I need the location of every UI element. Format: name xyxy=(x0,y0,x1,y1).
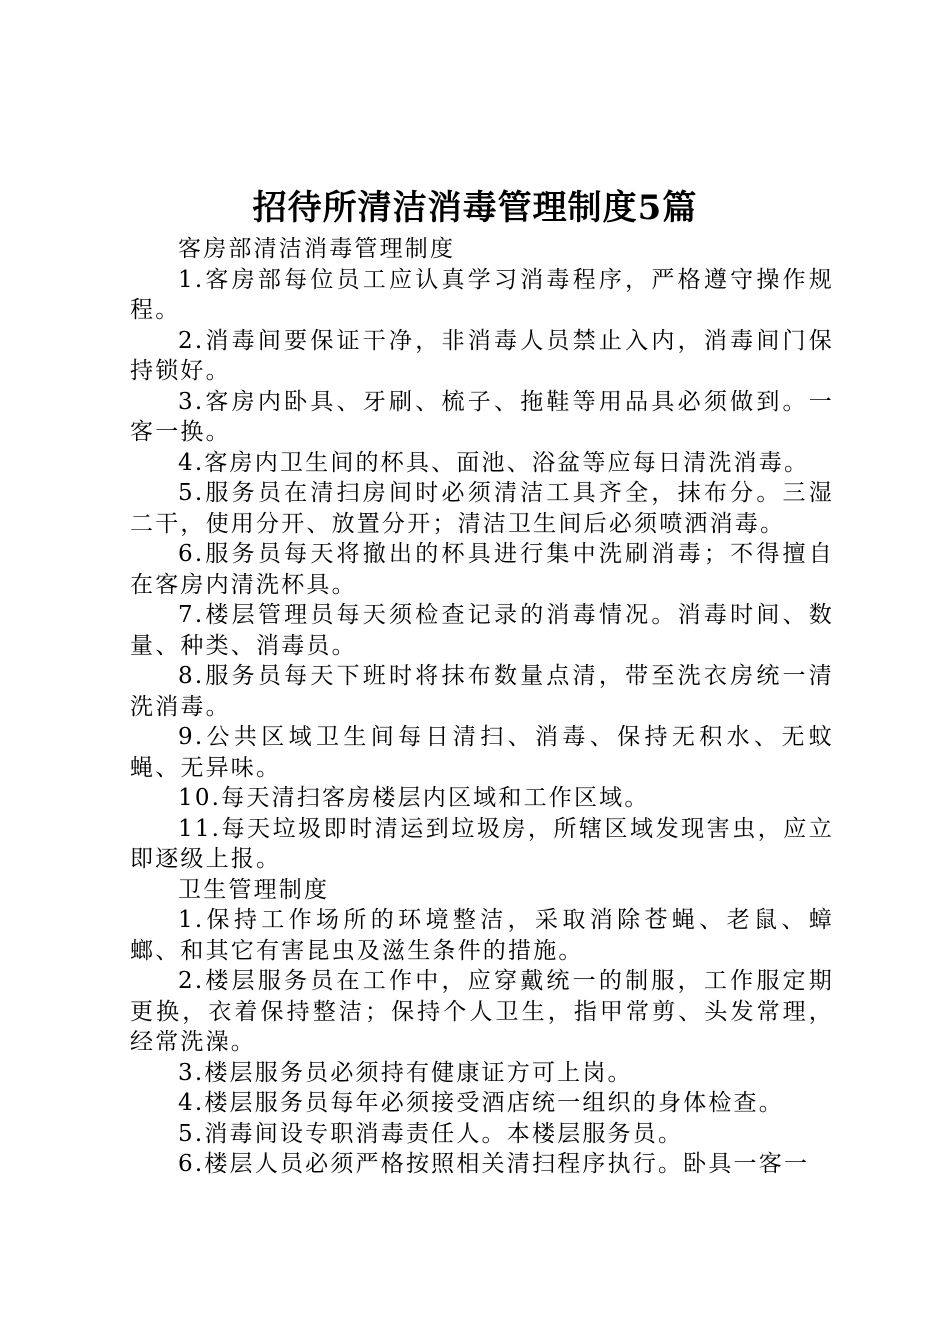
paragraph: 4.客房内卫生间的杯具、面池、浴盆等应每日清洗消毒。 xyxy=(178,449,810,476)
paragraph: 3.客房内卧具、牙刷、梳子、拖鞋等用品具必须做到。一客一换。 xyxy=(130,388,834,445)
paragraph: 10.每天清扫客房楼层内区域和工作区域。 xyxy=(178,785,650,811)
paragraph: 客房部清洁消毒管理制度 xyxy=(178,236,456,262)
paragraph: 7.楼层管理员每天须检查记录的消毒情况。消毒时间、数量、种类、消毒员。 xyxy=(130,602,834,659)
paragraph: 3.楼层服务员必须持有健康证方可上岗。 xyxy=(178,1059,633,1086)
paragraph: 9.公共区域卫生间每日清扫、消毒、保持无积水、无蚊蝇、无异味。 xyxy=(130,724,834,781)
paragraph: 6.楼层人员必须严格按照相关清扫程序执行。卧具一客一 xyxy=(178,1151,810,1177)
paragraph: 6.服务员每天将撤出的杯具进行集中洗刷消毒；不得擅自在客房内清洗杯具。 xyxy=(130,541,834,598)
document-body xyxy=(130,234,834,1180)
paragraph: 5.消毒间设专职消毒责任人。本楼层服务员。 xyxy=(178,1120,684,1147)
paragraph: 8.服务员每天下班时将抹布数量点清，带至洗衣房统一清洗消毒。 xyxy=(130,663,834,720)
paragraph: 2.消毒间要保证干净，非消毒人员禁止入内，消毒间门保持锁好。 xyxy=(130,327,834,384)
paragraph: 4.楼层服务员每年必须接受酒店统一组织的身体检查。 xyxy=(178,1090,784,1116)
paragraph: 11.每天垃圾即时清运到垃圾房，所辖区域发现害虫，应立即逐级上报。 xyxy=(130,815,834,872)
paragraph: 5.服务员在清扫房间时必须清洁工具齐全，抹布分。三湿二干，使用分开、放置分开；清洁卫生间后必须喷洒消毒。 xyxy=(130,480,834,537)
document-title: 招待所清洁消毒管理制度5篇 xyxy=(252,188,698,228)
paragraph: 2.楼层服务员在工作中，应穿戴统一的制服，工作服定期更换，衣着保持整洁；保持个人卫生，指甲常剪、头发常理，经常洗澡。 xyxy=(130,968,834,1055)
paragraph: 1.客房部每位员工应认真学习消毒程序，严格遵守操作规程。 xyxy=(130,266,834,323)
paragraph: 1.保持工作场所的环境整洁，采取消除苍蝇、老鼠、蟑螂、和其它有害昆虫及滋生条件的措施。 xyxy=(130,907,834,964)
section-heading: 卫生管理制度 xyxy=(178,876,330,903)
